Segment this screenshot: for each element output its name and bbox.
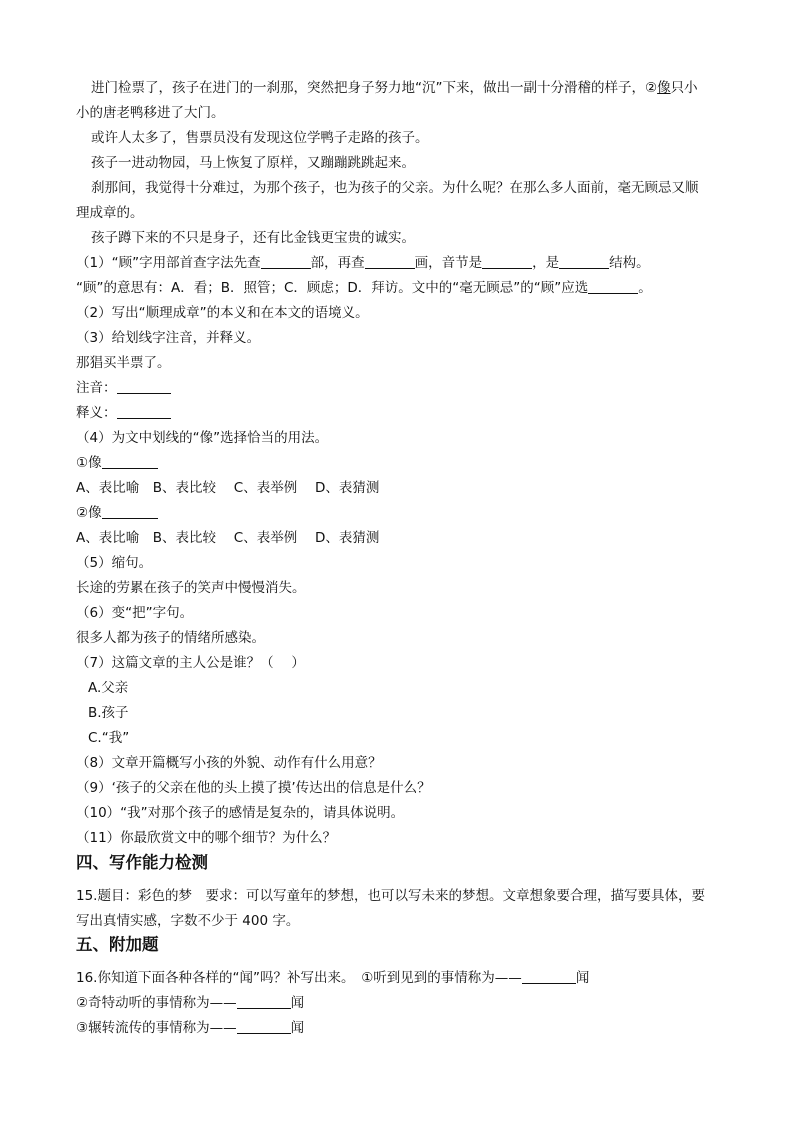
passage-line: 刹那间，我觉得十分难过，为那个孩子，也为孩子的父亲。为什么呢？在那么多人面前，毫无顾忌又顺: [91, 180, 699, 196]
question-4-options: A、表比喻 B、表比较 C、表举例 D、表猜测: [76, 480, 380, 496]
question-6-text: 很多人都为孩子的情绪所感染。: [76, 630, 265, 646]
question-10: （10）“我”对那个孩子的感情是复杂的，请具体说明。: [76, 805, 405, 821]
question-7: （7）这篇文章的主人公是谁？（ ）: [76, 655, 305, 671]
question-15-line: 写出真情实感，字数不少于 400 字。: [76, 913, 300, 929]
passage-line: 孩子一进动物园，马上恢复了原样，又蹦蹦跳跳起来。: [91, 155, 415, 171]
passage-line: 进门检票了，孩子在进门的一刹那，突然把身子努力地“沉”下来，做出一副十分滑稽的样子，②像只小: [91, 80, 698, 96]
passage-line: 孩子蹲下来的不只是身子，还有比金钱更宝贵的诚实。: [91, 230, 415, 246]
question-2: （2）写出“顺理成章”的本义和在本文的语境义。: [76, 305, 369, 321]
question-8: （8）文章开篇概写小孩的外貌、动作有什么用意？: [76, 755, 382, 771]
question-9: （9）‘孩子的父亲在他的头上摸了摸’传达出的信息是什么？: [76, 780, 431, 796]
answer-blank[interactable]: [117, 404, 171, 419]
section-5-heading: 五、附加题: [76, 935, 159, 954]
section-4-heading: 四、写作能力检测: [76, 853, 208, 872]
answer-blank[interactable]: [102, 454, 158, 469]
question-16-line: 16.你知道下面各种各样的“闻”吗？补写出来。 ①听到见到的事情称为—— 闻: [76, 970, 590, 986]
question-4-1: ①像: [76, 453, 158, 473]
question-4: （4）为文中划线的“像”选择恰当的用法。: [76, 430, 329, 446]
answer-blank[interactable]: [102, 504, 158, 519]
answer-blank[interactable]: [522, 969, 576, 984]
answer-blank[interactable]: [559, 254, 609, 269]
question-15-line: 15.题目：彩色的梦 要求：可以写童年的梦想，也可以写未来的梦想。文章想象要合理，描写要具体，要: [76, 888, 705, 904]
passage-line: 理成章的。: [76, 205, 144, 221]
answer-blank[interactable]: [588, 279, 638, 294]
question-11: （11）你最欣赏文中的哪个细节？为什么？: [76, 830, 337, 846]
answer-blank[interactable]: [237, 994, 291, 1009]
zhuyin-line: 注音：: [76, 378, 171, 398]
question-6: （6）变“把”字句。: [76, 605, 194, 621]
answer-blank[interactable]: [117, 379, 171, 394]
underlined-xiang: 像: [657, 80, 671, 96]
question-4-options: A、表比喻 B、表比较 C、表举例 D、表猜测: [76, 530, 380, 546]
question-5: （5）缩句。: [76, 555, 153, 571]
question-1b: “顾”的意思有：A．看；B．照管；C．顾虑；D．拜访。文中的“毫无顾忌”的“顾”应选 。: [76, 280, 652, 296]
question-1a: （1）“顾”字用部首查字法先查 部，再查 画，音节是 ，是 结构。: [76, 255, 650, 271]
question-4-2: ②像: [76, 503, 158, 523]
question-5-text: 长途的劳累在孩子的笑声中慢慢消失。: [76, 580, 306, 596]
option-c[interactable]: C.“我”: [88, 730, 130, 746]
passage-line: 或许人太多了，售票员没有发现这位学鸭子走路的孩子。: [91, 130, 429, 146]
question-16-line: ②奇特动听的事情称为—— 闻: [76, 995, 305, 1011]
answer-blank[interactable]: [237, 1019, 291, 1034]
answer-blank[interactable]: [365, 254, 415, 269]
question-3-text: 那猖买半票了。: [76, 355, 171, 371]
shiyi-line: 释义：: [76, 403, 171, 423]
passage-line: 小的唐老鸭移进了大门。: [76, 105, 225, 121]
option-b[interactable]: B.孩子: [88, 705, 129, 721]
question-16-line: ③辗转流传的事情称为—— 闻: [76, 1020, 305, 1036]
question-3: （3）给划线字注音，并释义。: [76, 330, 261, 346]
answer-blank[interactable]: [482, 254, 532, 269]
answer-blank[interactable]: [261, 254, 311, 269]
option-a[interactable]: A.父亲: [88, 680, 129, 696]
